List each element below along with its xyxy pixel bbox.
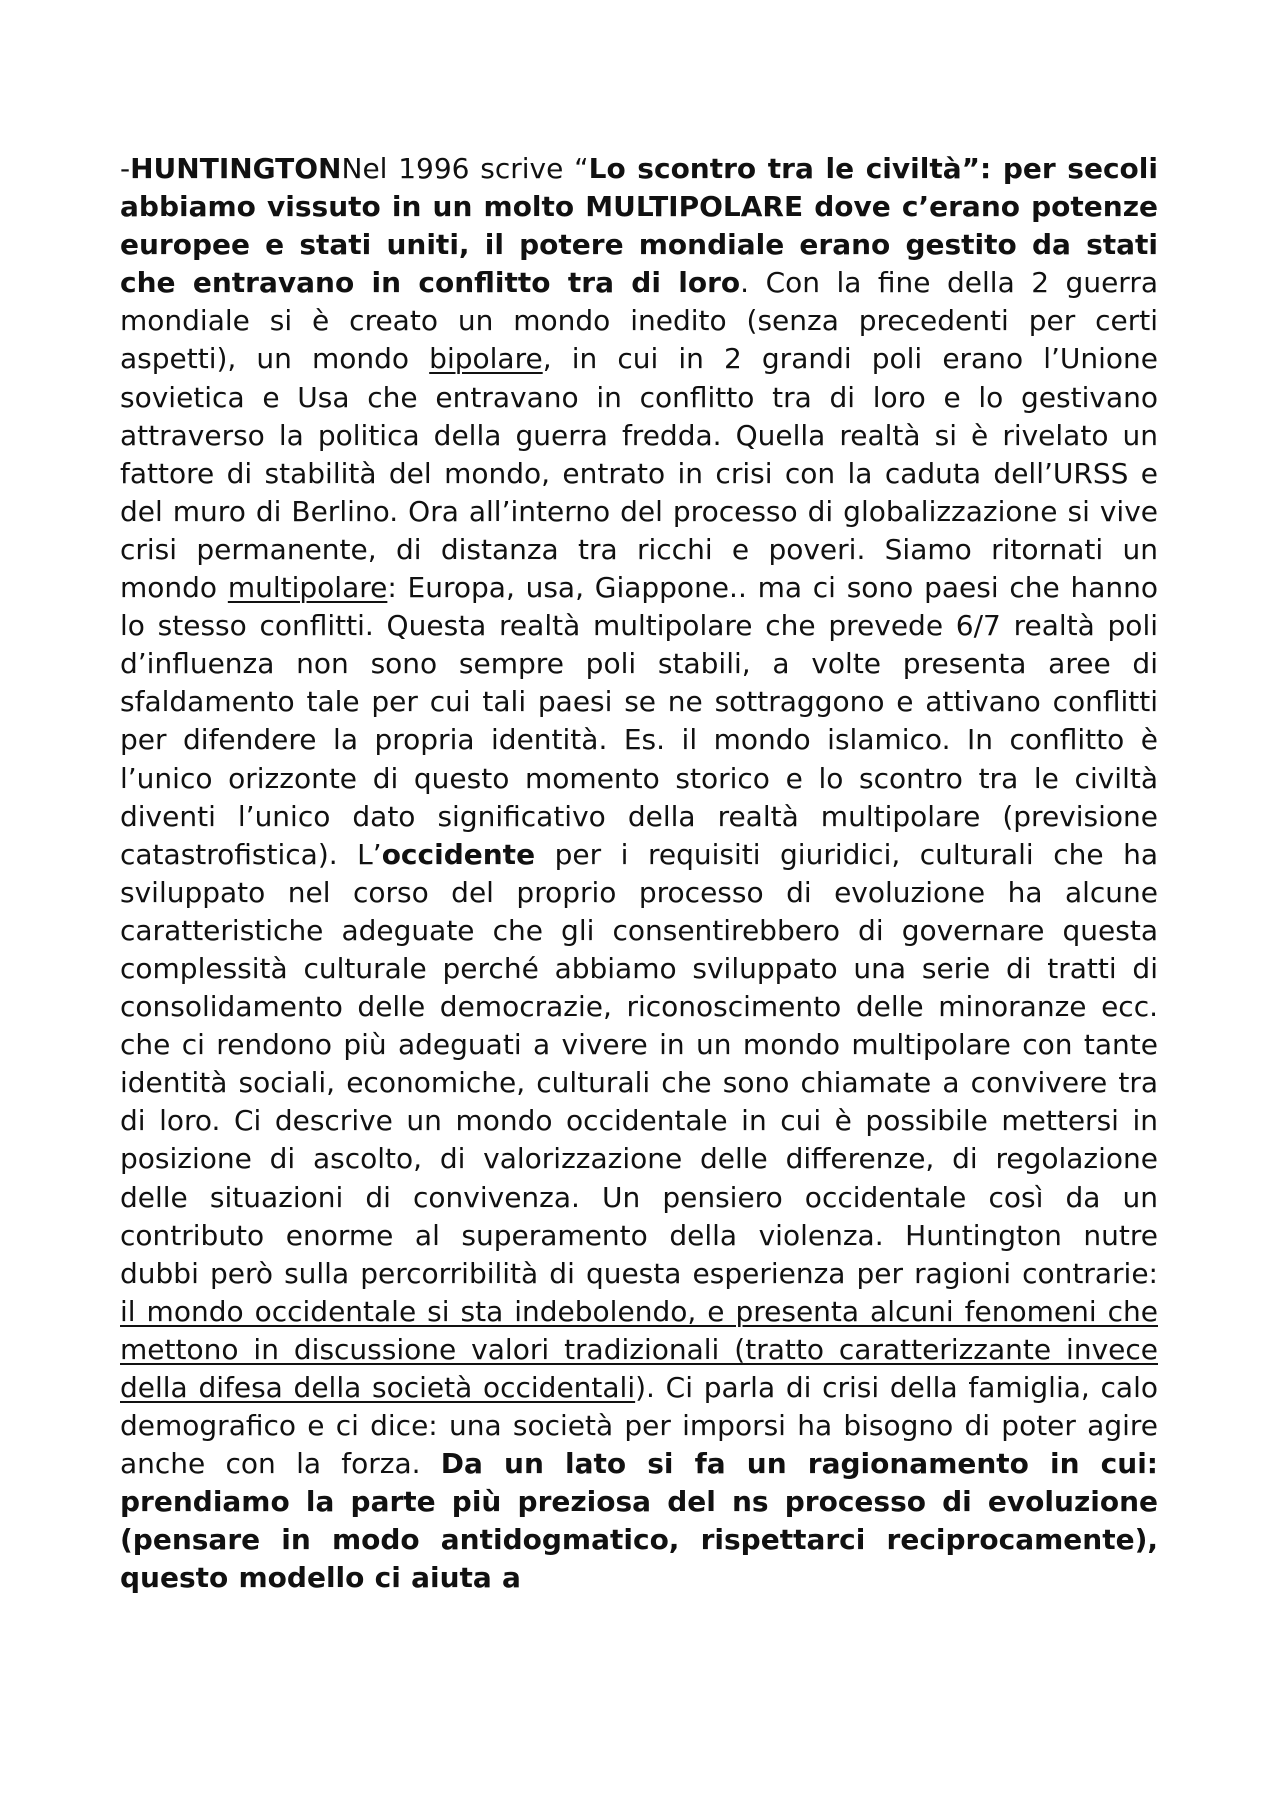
text-segment: , in cui in 2 grandi poli erano l’Unione sovietica e Usa che entravano in conflitto tra di loro e lo gestivano attraverso la politica della guerra fredda. Quella realtà si è rivelato un fattore di stabilità del mondo, entrato in crisi con la caduta dell’URSS e del muro di Berlino. Ora all’interno del processo di globalizzazione si vive crisi permanente, di distanza tra ricchi e poveri. Siamo ritornati un mondo — [120, 342, 1158, 605]
text-segment: Nel 1996 scrive “ — [341, 152, 589, 185]
text-segment: - — [120, 152, 131, 185]
text-segment: per i requisiti giuridici, culturali che ha sviluppato nel corso del proprio processo di evoluzione ha alcune caratteristiche adeguate che gli consentirebbero di governare questa complessità culturale perché abbiamo sviluppato una serie di tratti di consolidamento delle democrazie, riconoscimento delle minoranze ecc. che ci rendono più adeguati a vivere in un mondo multipolare con tante identità sociali, economiche, culturali che sono chiamate a convivere tra di loro. Ci descrive un mondo occidentale in cui è possibile mettersi in posizione di ascolto, di valorizzazione delle differenze, di regolazione delle situazioni di convivenza. Un pensiero occidentale così da un contributo enorme al superamento della violenza. Huntington nutre dubbi però sulla percorribilità di questa esperienza per ragioni contrarie: — [120, 837, 1158, 1290]
text-segment: : Europa, usa, Giappone.. ma ci sono paesi che hanno lo stesso conflitti. Questa realtà multipolare che prevede 6/7 realtà poli d’influenza non sono sempre poli stabili, a volte presenta aree di sfaldamento tale per cui tali paesi se ne sottraggono e attivano conflitti per difendere la propria identità. Es. il mondo islamico. In conflitto è l’unico orizzonte di questo momento storico e lo scontro tra le civiltà diventi l’unico dato significativo della realtà multipolare (previsione catastrofistica). L’ — [120, 571, 1159, 871]
text-segment: . Con la fine della 2 guerra mondiale si è creato un mondo inedito (senza precedenti per certi aspetti), un mondo — [120, 266, 1158, 376]
book-title-bold: Lo scontro tra le civiltà”: per secoli abbiamo vissuto in un molto MULTIPOLARE dove c’erano potenze europee e stati uniti, il potere mondiale erano gestito da stati che entravano in conflitto tra di loro — [120, 152, 1158, 300]
text-segment: ). Ci parla di crisi della famiglia, calo demografico e ci dice: una società per imporsi ha bisogno di poter agire anche con la forza. — [120, 1371, 1158, 1481]
bold-closing-passage: Da un lato si fa un ragionamento in cui: prendiamo la parte più preziosa del ns processo di evoluzione (pensare in modo antidogmatico, rispettarci reciprocamente), questo modello ci aiuta a — [120, 1447, 1158, 1595]
author-name-bold: HUNTINGTON — [130, 152, 342, 185]
underlined-term-multipolare: multipolare — [227, 571, 388, 605]
body-paragraph — [120, 150, 1158, 1598]
underlined-term-bipolare: bipolare — [429, 342, 543, 376]
underlined-passage: il mondo occidentale si sta indebolendo, e presenta alcuni fenomeni che mettono in discussione valori tradizionali (tratto caratterizzante invece della difesa della società occidentali — [120, 1294, 1158, 1404]
bold-term-occidente: occidente — [381, 837, 536, 871]
